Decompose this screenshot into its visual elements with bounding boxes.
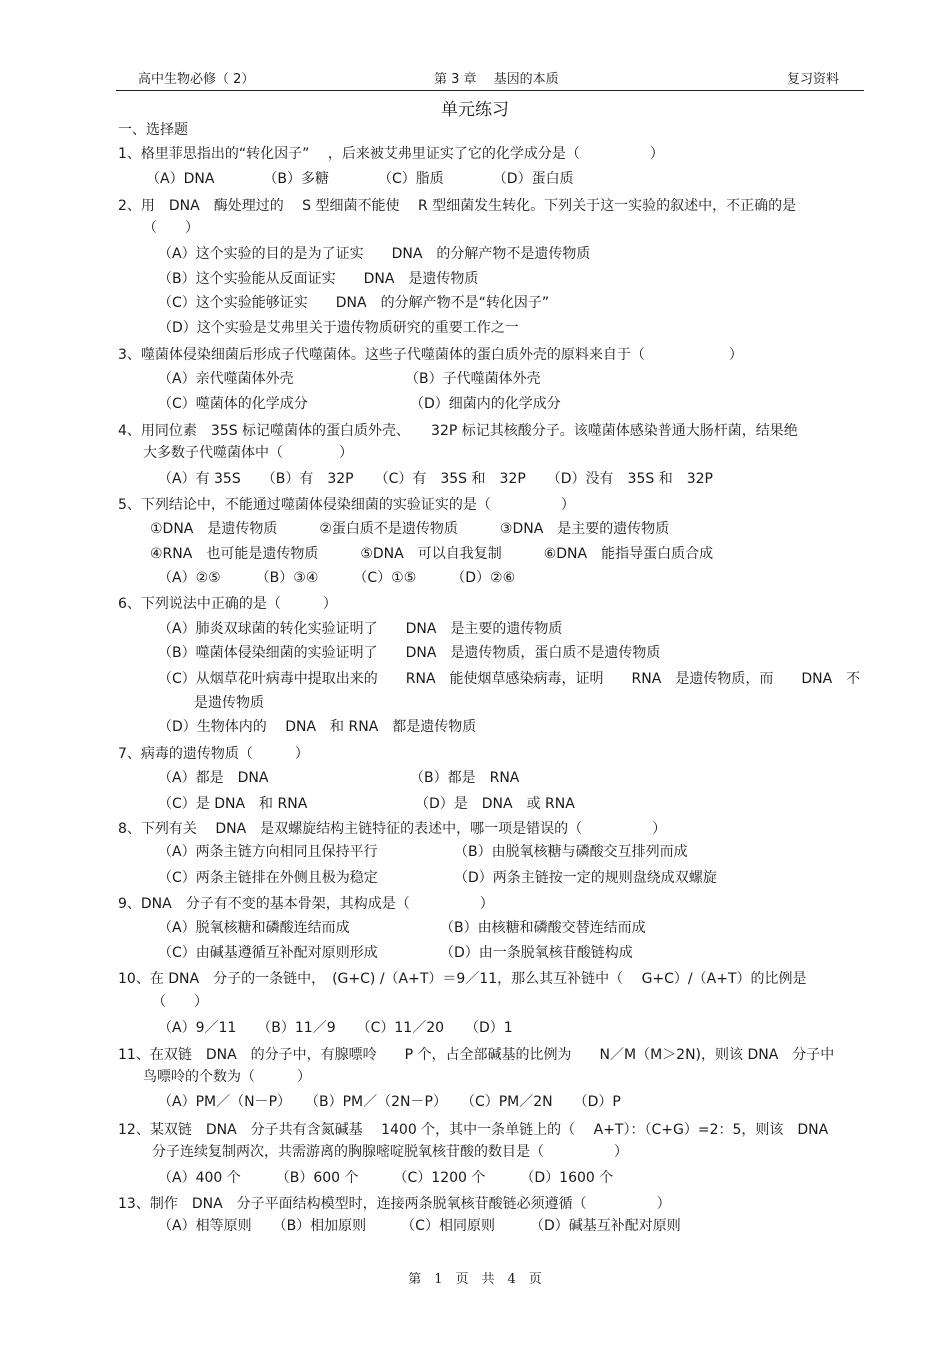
answer-option: （A）肺炎双球菌的转化实验证明了 DNA 是主要的遗传物质: [158, 621, 563, 637]
page-title: 单元练习: [441, 100, 509, 120]
answer-option: （C）由碱基遵循互补配对原则形成: [158, 945, 378, 961]
question-line: 12、某双链 DNA 分子共有含氮碱基 1400 个，其中一条单链上的（ A+T）：（C+G）=2：5，则该 DNA: [118, 1122, 829, 1138]
question-line: 4、用同位素 35S 标记噬菌体的蛋白质外壳、 32P 标记其核酸分子。该噬菌体感染普通大肠杆菌，结果绝: [118, 423, 798, 439]
statement-list: ①DNA 是遗传物质 ②蛋白质不是遗传物质 ③DNA 是主要的遗传物质: [150, 521, 670, 537]
question-line: （ ）: [152, 994, 208, 1010]
header-center: 第 3 章 基因的本质: [434, 72, 559, 87]
answer-options: （A）②⑤ （B）③④ （C）①⑤ （D）②⑥: [158, 570, 516, 586]
answer-option: （D）细菌内的化学成分: [410, 396, 561, 412]
question-line: 9、DNA 分子有不变的基本骨架，其构成是（ ）: [118, 896, 494, 912]
section-heading: 一、选择题: [118, 122, 188, 138]
answer-option: （A）这个实验的目的是为了证实 DNA 的分解产物不是遗传物质: [158, 246, 591, 262]
answer-option: 是遗传物质: [194, 695, 264, 711]
question-line: 2、用 DNA 酶处理过的 S 型细菌不能使 R 型细菌发生转化。下列关于这一实验的叙述中，不正确的是: [118, 198, 797, 214]
answer-option: （B）噬菌体侵染细菌的实验证明了 DNA 是遗传物质，蛋白质不是遗传物质: [158, 645, 661, 661]
answer-option: （C）两条主链排在外侧且极为稳定: [158, 870, 378, 886]
question-line: 5、下列结论中，不能通过噬菌体侵染细菌的实验证实的是（ ）: [118, 497, 575, 513]
answer-option: （D）两条主链按一定的规则盘绕成双螺旋: [454, 870, 717, 886]
question-line: 1、格里菲思指出的“转化因子” ，后来被艾弗里证实了它的化学成分是（ ）: [118, 146, 664, 162]
answer-options: （A）DNA （B）多糖 （C）脂质 （D）蛋白质: [146, 171, 574, 187]
answer-option: （C）噬菌体的化学成分: [158, 396, 308, 412]
question-line: 13、制作 DNA 分子平面结构模型时，连接两条脱氧核苷酸链必须遵循（ ）: [118, 1196, 671, 1212]
answer-option: （A）亲代噬菌体外壳: [158, 371, 294, 387]
answer-options: （A）400 个 （B）600 个 （C）1200 个 （D）1600 个: [158, 1170, 614, 1186]
answer-option: （A）都是 DNA: [158, 770, 269, 786]
answer-option: （C）是 DNA 和 RNA: [158, 796, 308, 812]
answer-option: （B）由核糖和磷酸交替连结而成: [440, 920, 646, 936]
answer-option: （B）这个实验能从反面证实 DNA 是遗传物质: [158, 271, 479, 287]
statement-list: ④RNA 也可能是遗传物质 ⑤DNA 可以自我复制 ⑥DNA 能指导蛋白质合成: [150, 546, 714, 562]
answer-options: （A）相等原则 （B）相加原则 （C）相同原则 （D）碱基互补配对原则: [158, 1218, 681, 1234]
question-line: 分子连续复制两次，共需游离的胸腺嘧啶脱氧核苷酸的数目是（ ）: [152, 1144, 628, 1160]
question-line: 6、下列说法中正确的是（ ）: [118, 596, 337, 612]
answer-options: （A）9／11 （B）11／9 （C）11／20 （D）1: [158, 1020, 513, 1036]
answer-option: （D）由一条脱氧核苷酸链构成: [440, 945, 633, 961]
question-line: 鸟嘌呤的个数为（ ）: [143, 1069, 311, 1085]
answer-options: （A）有 35S （B）有 32P （C）有 35S 和 32P （D）没有 35S 和 32P: [158, 471, 713, 487]
header-right: 复习资料: [787, 72, 840, 87]
answer-option: （B）子代噬菌体外壳: [405, 371, 541, 387]
question-line: （ ）: [143, 220, 199, 236]
question-line: 10、在 DNA 分子的一条链中， (G+C) /（A+T）＝9／11，那么其互补链中（ G+C）/（A+T）的比例是: [118, 971, 807, 987]
header-rule: [116, 90, 864, 91]
answer-option: （D）是 DNA 或 RNA: [415, 796, 575, 812]
question-line: 11、在双链 DNA 的分子中，有腺嘌呤 P 个，占全部碱基的比例为 N／M（M＞2N)，则该 DNA 分子中: [118, 1047, 835, 1063]
question-line: 大多数子代噬菌体中（ ）: [143, 445, 353, 461]
answer-options: （A）PM／（N－P） （B）PM／（2N－P） （C）PM／2N （D）P: [158, 1094, 621, 1110]
answer-option: （C）这个实验能够证实 DNA 的分解产物不是“转化因子”: [158, 295, 550, 311]
question-line: 7、病毒的遗传物质（ ）: [118, 746, 309, 762]
page-footer: 第 1 页 共 4 页: [408, 1272, 542, 1287]
answer-option: （B）由脱氧核糖与磷酸交互排列而成: [454, 844, 688, 860]
answer-option: （A）两条主链方向相同且保持平行: [158, 844, 378, 860]
answer-option: （C）从烟草花叶病毒中提取出来的 RNA 能使烟草感染病毒，证明 RNA 是遗传物质，而 DNA 不: [158, 671, 861, 687]
answer-option: （D）这个实验是艾弗里关于遗传物质研究的重要工作之一: [158, 320, 519, 336]
question-line: 3、噬菌体侵染细菌后形成子代噬菌体。这些子代噬菌体的蛋白质外壳的原料来自于（ ）: [118, 347, 743, 363]
answer-option: （D）生物体内的 DNA 和 RNA 都是遗传物质: [158, 719, 477, 735]
question-line: 8、下列有关 DNA 是双螺旋结构主链特征的表述中，哪一项是错误的（ ）: [118, 821, 667, 837]
answer-option: （B）都是 RNA: [410, 770, 520, 786]
answer-option: （A）脱氧核糖和磷酸连结而成: [158, 920, 350, 936]
header-left: 高中生物必修（ 2）: [138, 72, 255, 87]
